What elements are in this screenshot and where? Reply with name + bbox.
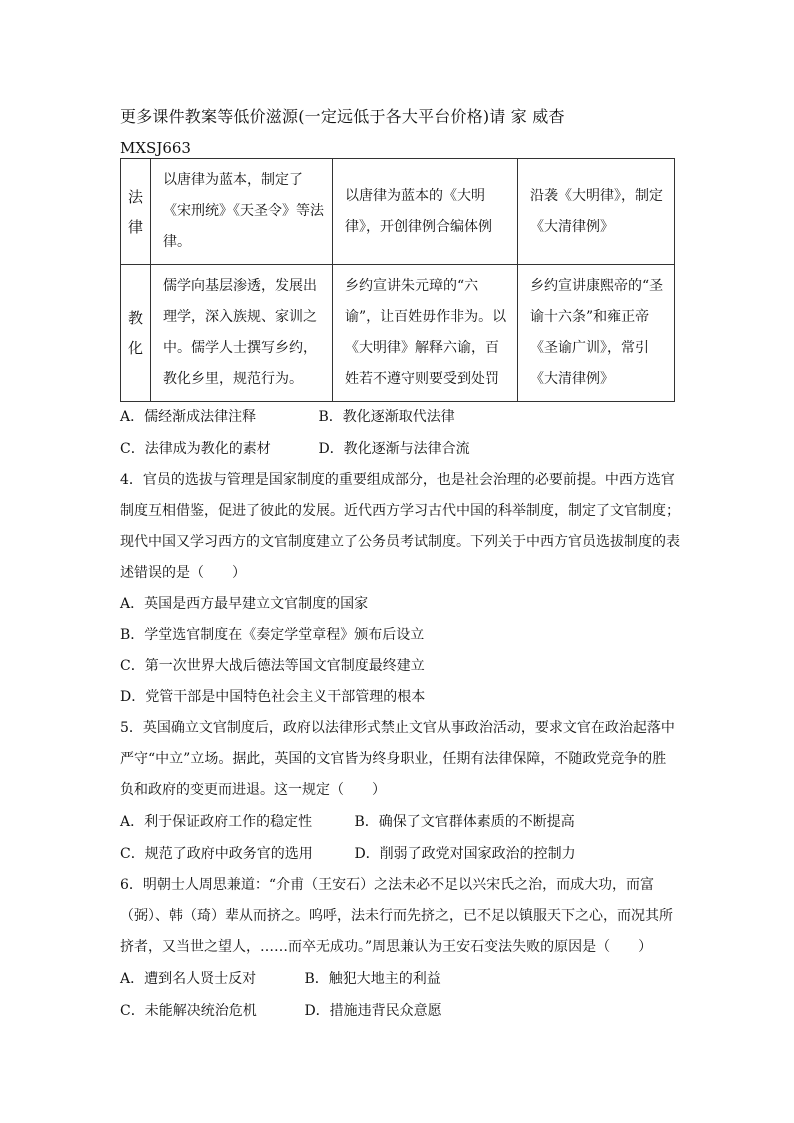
option-d[interactable]: D．措施违背民众意愿 [304,1003,442,1019]
q6-stem: 挤者，又当世之望人，……而卒无成功。”周思兼认为王安石变法失败的原因是（ ） [120,939,653,955]
table-cell: 儒学向基层渗透，发展出理学，深入族规、家训之中。儒学人士撰写乡约，教化乡里，规范行为。 [151,265,333,402]
promo-line: 更多课件教案等低价滋源(一定远低于各大平台价格)请 家 威杳 [120,107,565,126]
q6-options-row-2 [120,1000,442,1020]
q4-stem: 4．官员的选拔与管理是国家制度的重要组成部分，也是社会治理的必要前提。中西方选官 [120,472,675,488]
table-cell: 乡约宣讲康熙帝的“圣谕十六条”和雍正帝《圣谕广训》，常引《大清律例》 [518,265,675,402]
table-cell: 乡约宣讲朱元璋的“六谕”，让百姓毋作非为。以《大明律》解释六谕，百姓若不遵守则要受到处罚 [333,265,518,402]
table-cell: 沿袭《大明律》，制定《大清律例》 [518,159,675,265]
q5-stem: 严守“中立”立场。据此，英国的文官皆为终身职业，任期有法律保障，不随政党竞争的胜 [120,751,667,767]
q5-options-row-2 [120,843,576,863]
q5-stem: 负和政府的变更而进退。这一规定（ ） [120,782,386,798]
option-a[interactable]: A．利于保证政府工作的稳定性 [120,814,313,830]
q6-stem: 6．明朝士人周思兼道：“介甫（王安石）之法未必不足以兴宋氏之治，而成大功，而富 [120,877,655,893]
option-a[interactable]: A．遭到名人贤士反对 [120,971,257,987]
option-c[interactable]: C．第一次世界大战后德法等国文官制度最终建立 [120,658,425,674]
table-row [121,159,675,265]
option-b[interactable]: B．触犯大地主的利益 [304,971,441,987]
option-c[interactable]: C．未能解决统治危机 [120,1003,257,1019]
q6-options-row-1 [120,968,441,988]
option-a[interactable]: A．儒经渐成法律注释 [120,409,257,425]
option-d[interactable]: D．削弱了政党对国家政治的控制力 [354,846,576,862]
option-c[interactable]: C．法律成为教化的素材 [120,441,271,457]
option-b[interactable]: B．确保了文官群体素质的不断提高 [354,814,575,830]
option-b[interactable]: B．教化逐渐取代法律 [318,409,455,425]
table-cell: 以唐律为蓝本，制定了《宋刑统》《天圣令》等法律。 [151,159,333,265]
option-c[interactable]: C．规范了政府中政务官的选用 [120,846,313,862]
q4-stem: 述错误的是（ ） [120,565,246,581]
q3-options-row-1 [120,406,455,426]
row-header: 法律 [121,159,151,265]
option-b[interactable]: B．学堂选官制度在《奏定学堂章程》颁布后设立 [120,627,425,643]
option-d[interactable]: D．教化逐渐与法律合流 [318,441,470,457]
q3-options-row-2 [120,438,470,458]
comparison-table [120,158,675,402]
q5-options-row-1 [120,811,575,831]
q6-stem: （弼）、韩（琦）辈从而挤之。呜呼，法未行而先挤之，已不足以镇服天下之心，而况其所 [120,908,673,924]
option-a[interactable]: A．英国是西方最早建立文官制度的国家 [120,596,369,612]
table-cell: 以唐律为蓝本的《大明律》，开创律例合编体例 [333,159,518,265]
row-header: 教化 [121,265,151,402]
code-line: MXSJ663 [120,139,191,157]
q4-stem: 现代中国又学习西方的文官制度建立了公务员考试制度。下列关于中西方官员选拔制度的表 [120,534,680,550]
option-d[interactable]: D．党管干部是中国特色社会主义干部管理的根本 [120,689,426,705]
q4-stem: 制度互相借鉴，促进了彼此的发展。近代西方学习古代中国的科举制度，制定了文官制度； [120,503,680,519]
q5-stem: 5．英国确立文官制度后，政府以法律形式禁止文官从事政治活动，要求文官在政治起落中 [120,720,675,736]
table-row [121,265,675,402]
